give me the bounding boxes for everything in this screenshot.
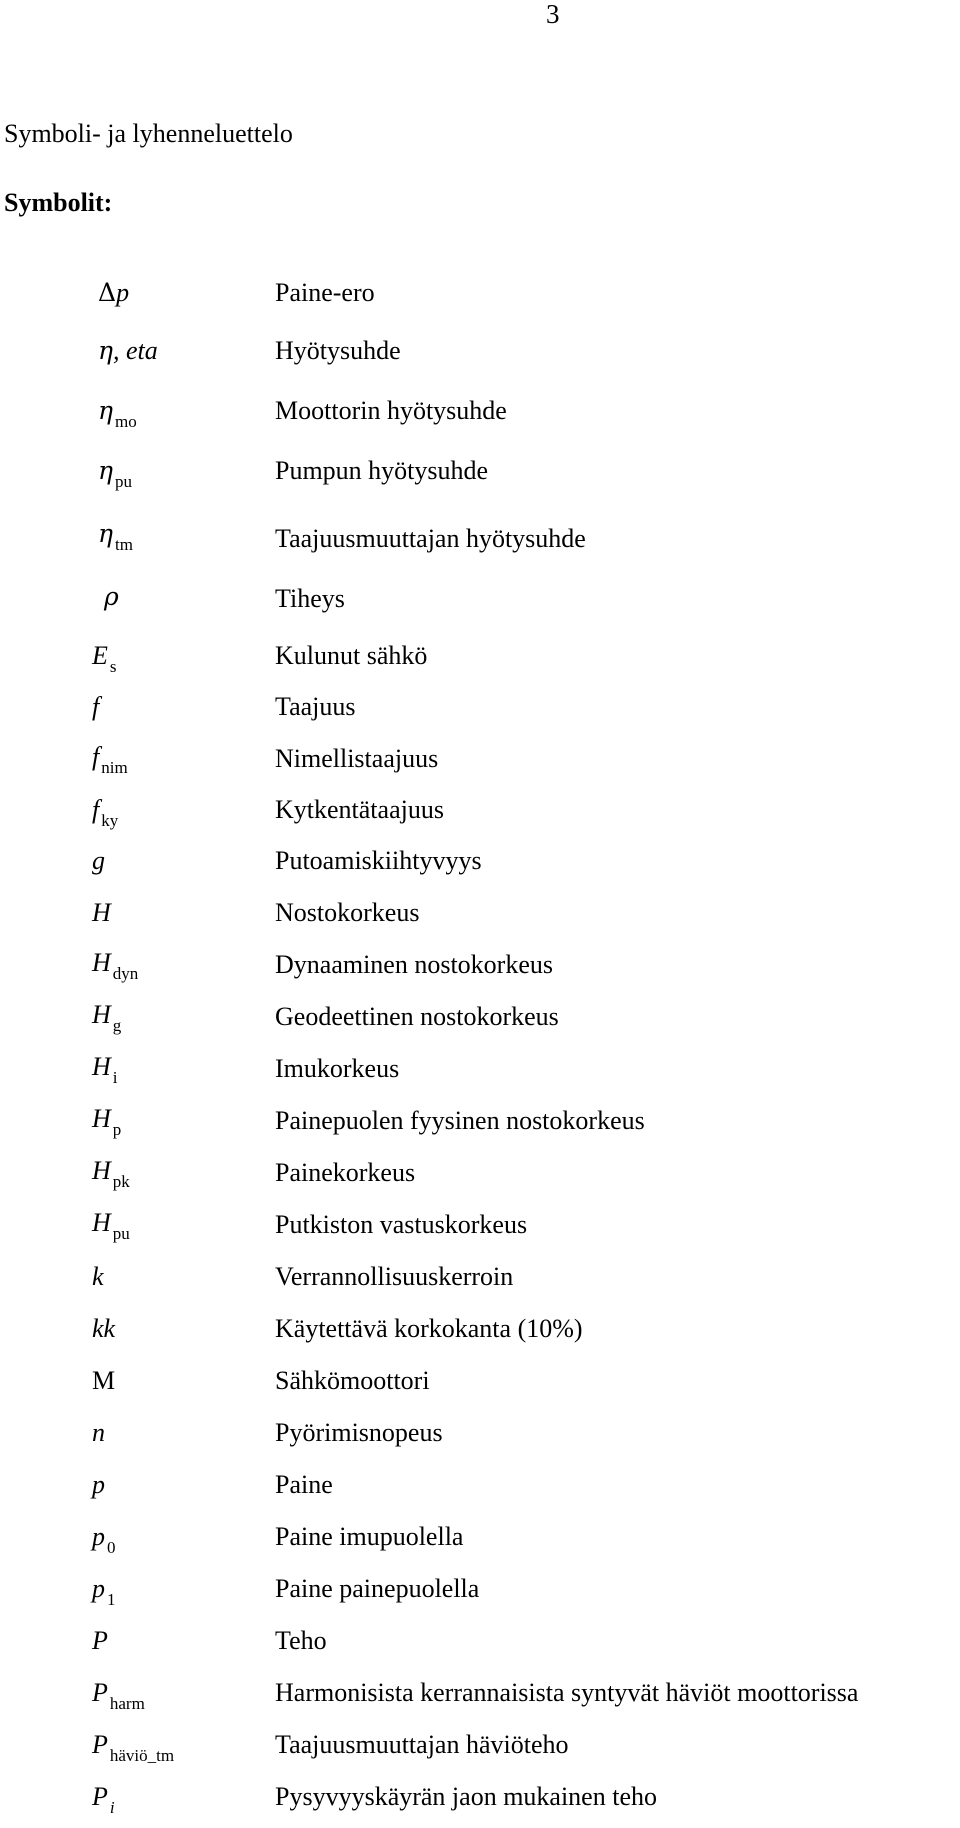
symbol-h [92,898,111,928]
symbol-main: p [116,278,130,307]
symbol-main: H [92,898,111,927]
symbol-main: P [92,1782,108,1811]
symbol-eta-tm [98,519,133,552]
symbol-subscript: häviö_tm [109,1746,175,1765]
symbol-description: Imukorkeus [275,1054,400,1083]
symbol-subscript: 1 [107,1590,116,1609]
symbol-description: Nimellistaajuus [275,744,439,773]
symbol-main: p [92,1470,105,1499]
symbol-h-g [92,1000,121,1033]
symbol-description: Pyörimisnopeus [275,1418,443,1447]
symbol-greek: ρ [104,582,119,611]
symbol-subscript: p [112,1120,122,1139]
symbol-subscript: 0 [107,1538,116,1557]
symbol-n [92,1418,105,1448]
symbol-main: f [92,742,100,771]
symbol-description: Nostokorkeus [275,898,420,927]
symbol-h-dyn [92,948,138,981]
symbol-p-0 [92,1522,116,1555]
symbol-main: p [92,1522,105,1551]
symbol-subscript: s [109,657,117,676]
symbol-subscript: pu [112,1224,130,1243]
symbol-description: Painekorkeus [275,1158,416,1187]
symbol-main: M [92,1366,116,1395]
symbol-subscript: harm [109,1694,145,1713]
symbol-main: n [92,1418,105,1447]
symbol-subscript: mo [114,412,137,431]
symbol-eta-mo [98,396,137,429]
symbol-description: Moottorin hyötysuhde [275,396,507,425]
symbol-subscript: pu [114,472,132,491]
symbol-h-p [92,1104,121,1137]
symbol-subscript: i [109,1798,115,1817]
symbol-main: H [92,1052,111,1081]
symbol-description: Painepuolen fyysinen nostokorkeus [275,1106,645,1135]
symbol-main: P [92,1626,108,1655]
symbol-h-i [92,1052,118,1085]
symbol-f-nim [92,742,128,775]
symbol-greek: η [98,519,113,548]
symbol-subscript: i [112,1068,118,1087]
symbol-description: Paine-ero [275,278,375,307]
symbol-g [92,846,105,876]
symbol-description: Taajuusmuuttajan hyötysuhde [275,524,586,553]
symbol-main: f [92,795,100,824]
symbol-main: kk [92,1314,116,1343]
symbol-main: H [92,1104,111,1133]
symbol-description: Käytettävä korkokanta (10%) [275,1314,583,1343]
symbol-greek: η [98,396,113,425]
symbol-subscript: ky [101,811,119,830]
symbol-p [92,1470,105,1500]
symbol-main: H [92,1000,111,1029]
symbol-description: Putoamiskiihtyvyys [275,846,482,875]
symbol-subscript: tm [114,535,133,554]
symbol-main: H [92,948,111,977]
symbol-subscript: nim [101,758,128,777]
symbol-delta-p [98,278,129,308]
symbol-description: Paine painepuolella [275,1574,480,1603]
symbol-description: Tiheys [275,584,345,613]
symbol-main: f [92,692,100,721]
symbol-main: k [92,1262,104,1291]
symbol-description: Pysyvyyskäyrän jaon mukainen teho [275,1782,657,1811]
symbol-p-1 [92,1574,116,1607]
symbol-description: Pumpun hyötysuhde [275,456,489,485]
symbol-h-pk [92,1156,130,1189]
symbol-description: Verrannollisuuskerroin [275,1262,514,1291]
symbol-eta-pu [98,456,132,489]
symbol-greek: η [98,456,113,485]
symbol-description: Paine [275,1470,333,1499]
symbol-p-harm [92,1678,145,1711]
symbol-subscript: dyn [112,964,139,983]
symbol-main: P [92,1678,108,1707]
symbol-main: E [92,641,108,670]
symbol-subscript: g [112,1016,122,1035]
symbol-greek: Δ [98,278,117,307]
symbol-description: Paine imupuolella [275,1522,464,1551]
symbol-e-s [92,641,117,674]
symbol-f [92,692,99,722]
symbol-description: Geodeettinen nostokorkeus [275,1002,559,1031]
subsection-title: Symbolit: [4,188,113,217]
symbol-alias: , eta [112,336,158,365]
page-number: 3 [546,0,560,29]
symbol-rho [104,582,119,612]
symbol-main: p [92,1574,105,1603]
symbol-p-havio-tm [92,1730,174,1763]
symbol-main: H [92,1208,111,1237]
symbol-greek: η [98,336,113,365]
symbol-main: P [92,1730,108,1759]
symbol-description: Putkiston vastuskorkeus [275,1210,528,1239]
section-title: Symboli- ja lyhenneluettelo [4,119,293,148]
symbol-description: Taajuus [275,692,356,721]
symbol-main: H [92,1156,111,1185]
symbol-eta [98,336,158,366]
symbol-description: Kytkentätaajuus [275,795,444,824]
symbol-h-pu [92,1208,130,1241]
symbol-description: Sähkömoottori [275,1366,430,1395]
symbol-main: g [92,846,105,875]
symbol-description: Hyötysuhde [275,336,401,365]
symbol-description: Teho [275,1626,327,1655]
symbol-m [92,1366,115,1396]
symbol-kk [92,1314,115,1344]
symbol-subscript: pk [112,1172,130,1191]
symbol-description: Dynaaminen nostokorkeus [275,950,554,979]
symbol-f-ky [92,795,118,828]
symbol-description: Kulunut sähkö [275,641,428,670]
symbol-p-i [92,1782,115,1815]
symbol-k [92,1262,104,1292]
symbol-p-upper [92,1626,108,1656]
symbol-description: Taajuusmuuttajan häviöteho [275,1730,569,1759]
symbol-description: Harmonisista kerrannaisista syntyvät häviöt moottorissa [275,1678,859,1707]
